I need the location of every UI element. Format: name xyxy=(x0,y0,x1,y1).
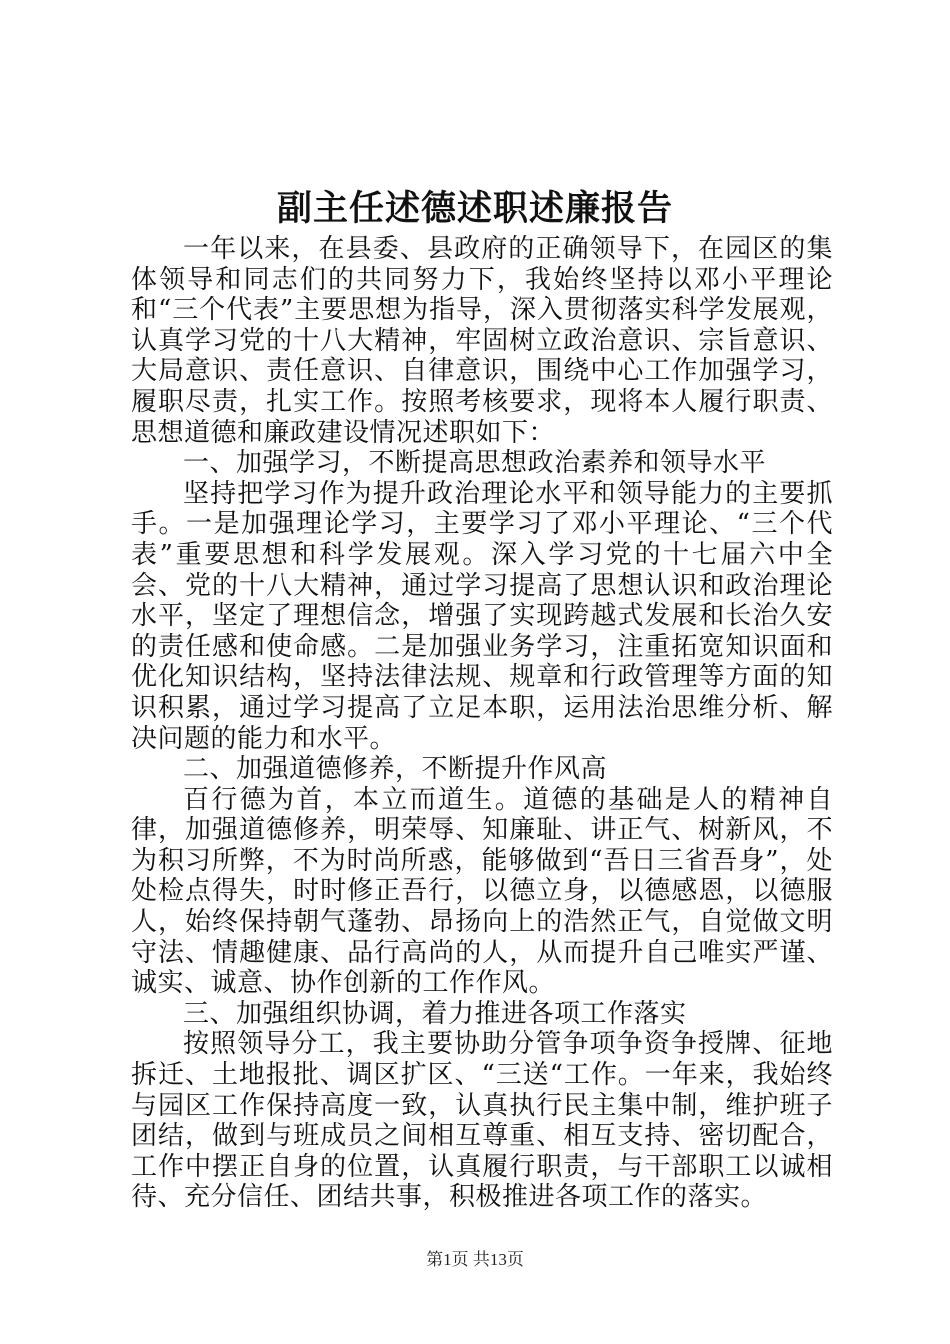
intro-paragraph: 一年以来，在县委、县政府的正确领导下，在园区的集体领导和同志们的共同努力下，我始终坚持以邓小平理论和“三个代表”主要思想为指导，深入贯彻落实科学发展观，认真学习党的十八大精神，牢固树立政治意识、宗旨意识、大局意识、责任意识、自律意识，围绕中心工作加强学习，履职尽责，扎实工作。按照考核要求，现将本人履行职责、思想道德和廉政建设情况述职如下： xyxy=(131,234,833,448)
section-paragraph-1: 坚持把学习作为提升政治理论水平和领导能力的主要抓手。一是加强理论学习，主要学习了邓小平理论、“三个代表”重要思想和科学发展观。深入学习党的十七届六中全会、党的十八大精神，通过学习提高了思想认识和政治理论水平，坚定了理想信念，增强了实现跨越式发展和长治久安的责任感和使命感。二是加强业务学习，注重拓宽知识面和优化知识结构，坚持法律法规、规章和行政管理等方面的知识积累，通过学习提高了立足本职，运用法治思维分析、解决问题的能力和水平。 xyxy=(131,478,833,754)
document-body xyxy=(131,234,833,1213)
document-title: 副主任述德述职述廉报告 xyxy=(276,188,673,229)
section-paragraph-3: 按照领导分工，我主要协助分管争项争资争授牌、征地拆迁、土地报批、调区扩区、“三送“工作。一年来，我始终与园区工作保持高度一致，认真执行民主集中制，维护班子团结，做到与班成员之间相互尊重、相互支持、密切配合，工作中摆正自身的位置，认真履行职责，与干部职工以诚相待、充分信任、团结共事，积极推进各项工作的落实。 xyxy=(131,1029,833,1213)
section-paragraph-2: 百行德为首，本立而道生。道德的基础是人的精神自律，加强道德修养，明荣辱、知廉耻、讲正气、树新风，不为积习所弊，不为时尚所惑，能够做到“吾日三省吾身”，处处检点得失，时时修正吾行，以德立身，以德感恩，以德服人，始终保持朝气蓬勃、昂扬向上的浩然正气，自觉做文明守法、情趣健康、品行高尚的人，从而提升自己唯实严谨、诚实、诚意、协作创新的工作作风。 xyxy=(131,784,833,999)
section-heading-2: 二、加强道德修养，不断提升作风高 xyxy=(183,754,608,785)
section-heading-3: 三、加强组织协调，着力推进各项工作落实 xyxy=(183,998,687,1029)
page-number-footer: 第1页 共13页 xyxy=(426,1250,524,1269)
section-heading-1: 一、加强学习，不断提高思想政治素养和领导水平 xyxy=(183,448,767,479)
